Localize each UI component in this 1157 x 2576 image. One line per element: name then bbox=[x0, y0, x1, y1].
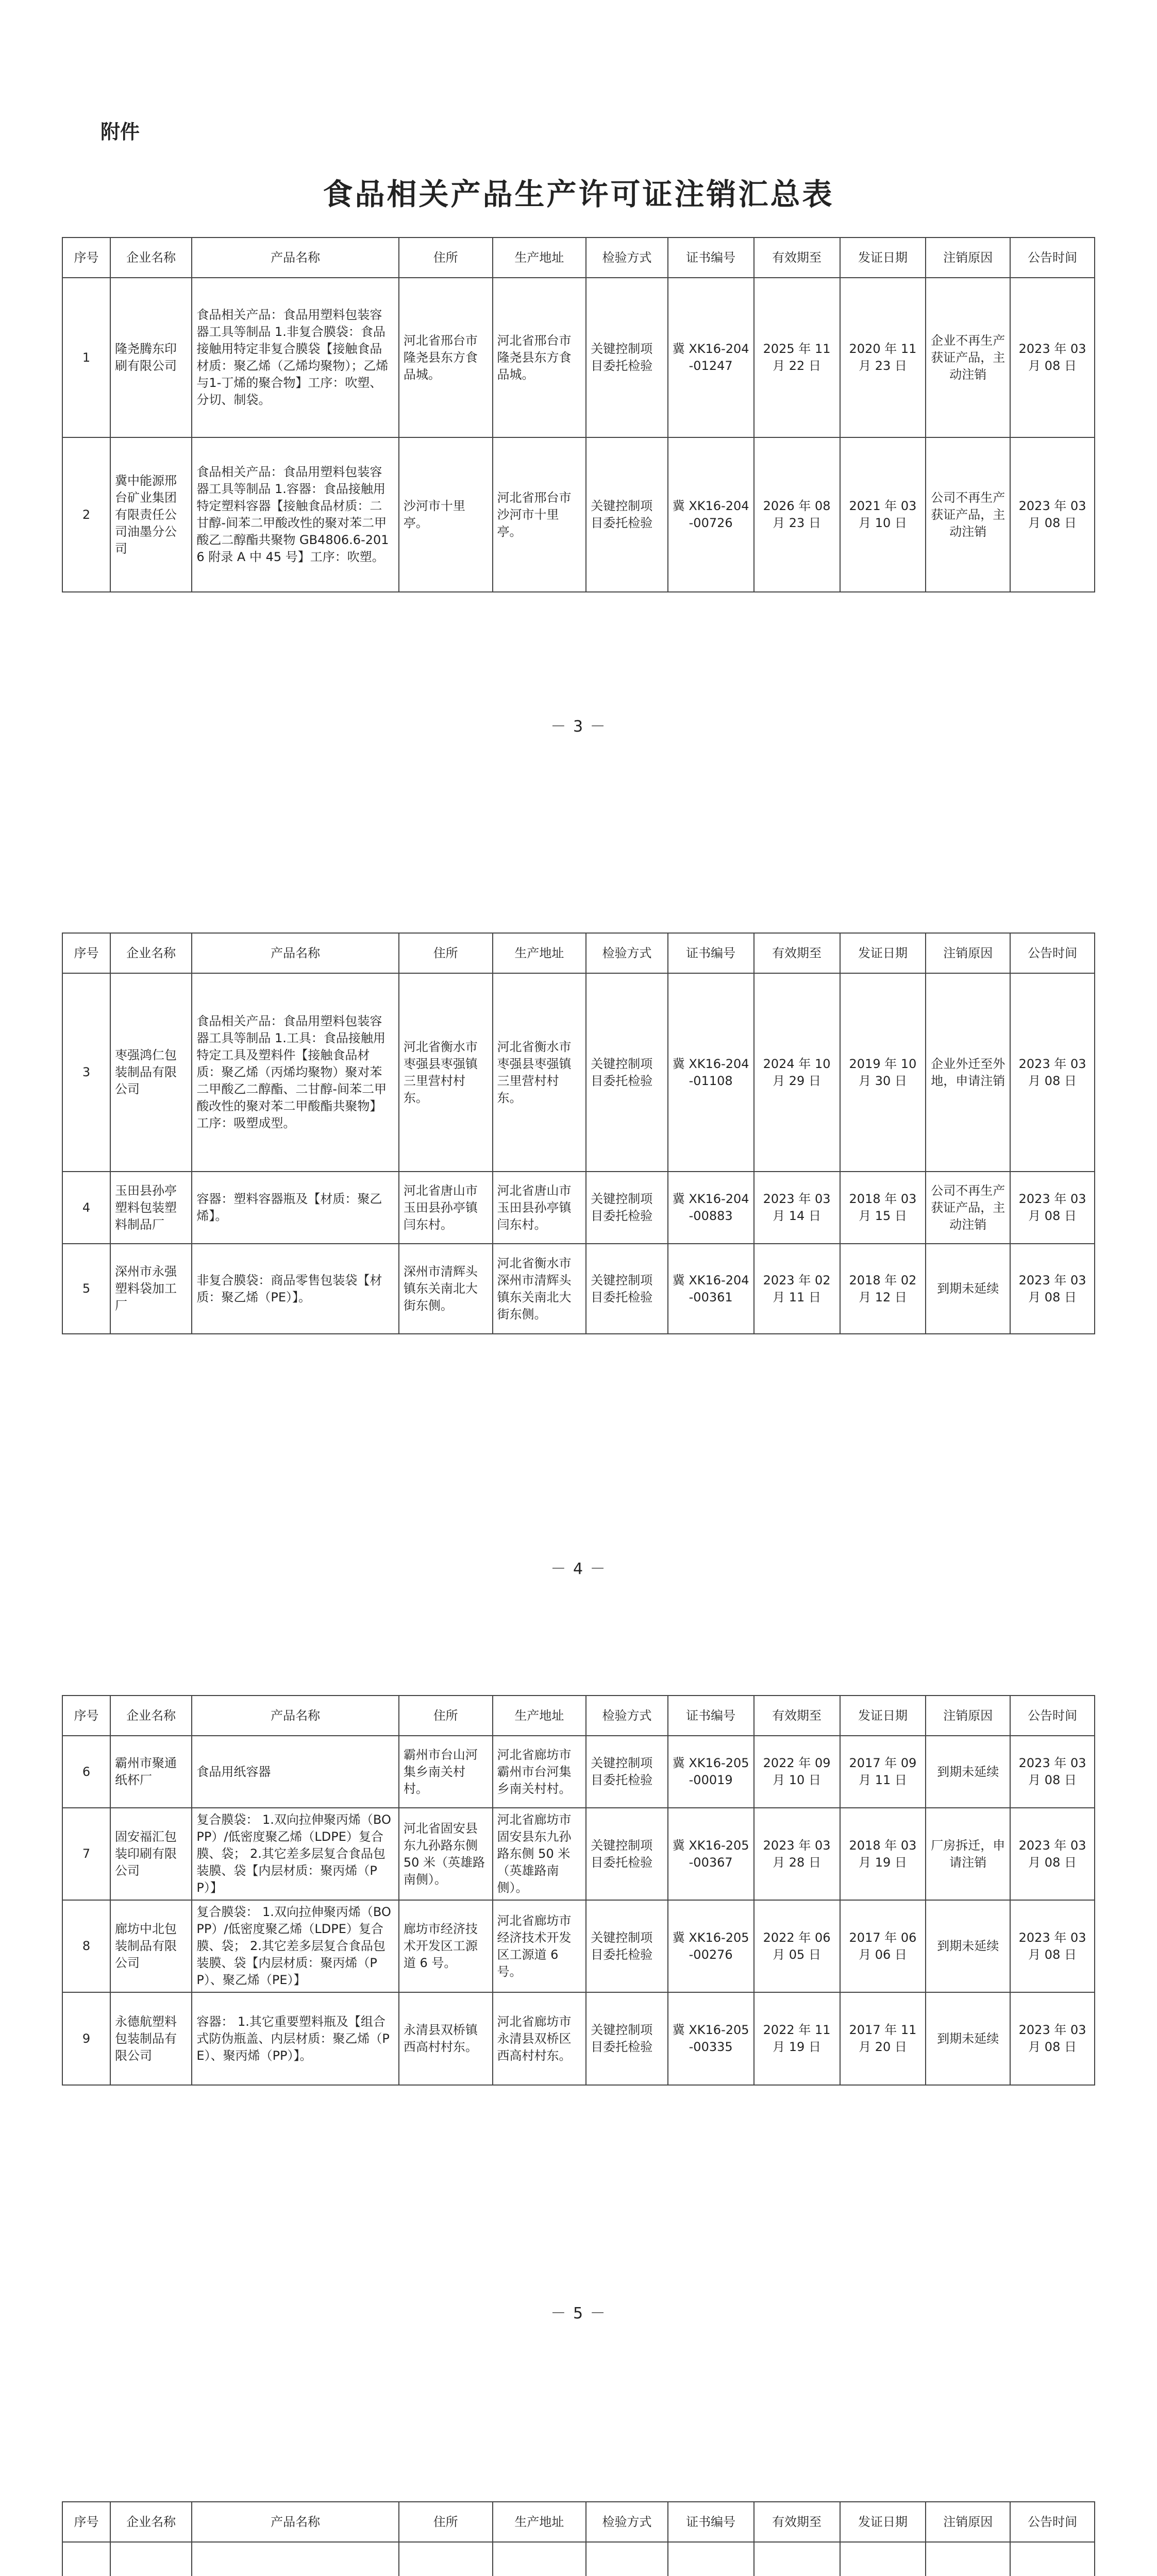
cell-product: 容器：塑料容器瓶及【材质：聚乙烯】。 bbox=[192, 1172, 398, 1244]
page-number: － 3 － bbox=[550, 718, 607, 736]
cell-reason: 企业不再生产获证产品，主动注销 bbox=[926, 278, 1010, 437]
cell-product: 复合膜袋： 1.双向拉伸聚丙烯（BOPP）/低密度聚乙烯（LDPE）复合膜、袋； 2.其它差多层复合食品包装膜、袋【内层材质：聚丙烯（PP）】 bbox=[192, 1808, 398, 1900]
column-header: 序号 bbox=[62, 1696, 110, 1736]
cell-no: 9 bbox=[62, 1992, 110, 2085]
column-header: 住所 bbox=[399, 238, 493, 278]
cell-prod-address: 河北省廊坊市经济技术开发区工源道 6 号。 bbox=[493, 1900, 586, 1992]
cell-inspection: 关键控制项目委托检验 bbox=[586, 1900, 667, 1992]
cell-reason: 企业外迁至外地，申请注销 bbox=[926, 973, 1010, 1172]
cell-issue: 2019 年 10 月 30 日 bbox=[840, 973, 926, 1172]
attachment-label: 附件 bbox=[100, 121, 140, 143]
page-number: － 5 － bbox=[550, 2304, 607, 2323]
column-header: 注销原因 bbox=[926, 2502, 1010, 2542]
cell-date: 2023 年 03 月 08 日 bbox=[1010, 1992, 1095, 2085]
table-row bbox=[62, 437, 1095, 592]
cell-product: 非复合膜袋：商品零售包装袋【材质：聚乙烯（PE）】。 bbox=[192, 1244, 398, 1334]
cell-inspection: 关键控制项目委托检验 bbox=[586, 278, 667, 437]
column-header: 发证日期 bbox=[840, 933, 926, 973]
cell-inspection bbox=[586, 2542, 667, 2576]
cell-reason: 厂房拆迁，申请注销 bbox=[926, 1808, 1010, 1900]
cell-company: 冀中能源邢台矿业集团有限责任公司油墨分公司 bbox=[110, 437, 192, 592]
cell-cert: 冀 XK16-204-00883 bbox=[668, 1172, 754, 1244]
column-header: 注销原因 bbox=[926, 933, 1010, 973]
cell-valid: 2023 年 03 月 28 日 bbox=[754, 1808, 840, 1900]
column-header: 检验方式 bbox=[586, 933, 667, 973]
cell-date: 2023 年 03 月 08 日 bbox=[1010, 973, 1095, 1172]
cell-company: 玉田县孙亭塑料包装塑料制品厂 bbox=[110, 1172, 192, 1244]
cell-reason: 公司不再生产获证产品，主动注销 bbox=[926, 1172, 1010, 1244]
cell-issue: 2018 年 03 月 15 日 bbox=[840, 1172, 926, 1244]
column-header: 检验方式 bbox=[586, 2502, 667, 2542]
cell-no: 3 bbox=[62, 973, 110, 1172]
column-header: 生产地址 bbox=[493, 238, 586, 278]
cell-prod-address: 河北省衡水市枣强县枣强镇三里营村村东。 bbox=[493, 973, 586, 1172]
cell-no: 7 bbox=[62, 1808, 110, 1900]
column-header: 企业名称 bbox=[110, 2502, 192, 2542]
cell-cert: 冀 XK16-205-00276 bbox=[668, 1900, 754, 1992]
table-header-row bbox=[62, 2502, 1095, 2542]
cell-address: 永清县双桥镇西高村村东。 bbox=[399, 1992, 493, 2085]
cell-cert: 冀 XK16-204-00726 bbox=[668, 437, 754, 592]
column-header: 生产地址 bbox=[493, 2502, 586, 2542]
cell-inspection: 关键控制项目委托检验 bbox=[586, 1244, 667, 1334]
document-title: 食品相关产品生产许可证注销汇总表 bbox=[323, 177, 834, 212]
column-header: 有效期至 bbox=[754, 933, 840, 973]
cell-valid: 2024 年 10 月 29 日 bbox=[754, 973, 840, 1172]
cell-reason bbox=[926, 2542, 1010, 2576]
cell-valid: 2022 年 11 月 19 日 bbox=[754, 1992, 840, 2085]
cell-product: 食品用纸容器 bbox=[192, 1736, 398, 1808]
cell-issue: 2021 年 03 月 10 日 bbox=[840, 437, 926, 592]
cell-cert: 冀 XK16-204-01108 bbox=[668, 973, 754, 1172]
cell-reason: 到期未延续 bbox=[926, 1900, 1010, 1992]
cell-product: 容器： 1.其它重要塑料瓶及【组合式防伪瓶盖、内层材质：聚乙烯（PE）、聚丙烯（PP）】。 bbox=[192, 1992, 398, 2085]
cell-inspection: 关键控制项目委托检验 bbox=[586, 1736, 667, 1808]
cell-valid: 2022 年 09 月 10 日 bbox=[754, 1736, 840, 1808]
cell-company: 深州市永强塑料袋加工厂 bbox=[110, 1244, 192, 1334]
table-header-row bbox=[62, 1696, 1095, 1736]
column-header: 公告时间 bbox=[1010, 238, 1095, 278]
cell-valid: 2022 年 06 月 05 日 bbox=[754, 1900, 840, 1992]
cell-inspection: 关键控制项目委托检验 bbox=[586, 437, 667, 592]
column-header: 产品名称 bbox=[192, 933, 398, 973]
cell-date: 2023 年 03 月 08 日 bbox=[1010, 437, 1095, 592]
cell-valid: 2023 年 03 月 14 日 bbox=[754, 1172, 840, 1244]
cell-product: 复合膜袋： 1.双向拉伸聚丙烯（BOPP）/低密度聚乙烯（LDPE）复合膜、袋； 2.其它差多层复合食品包装膜、袋【内层材质：聚丙烯（PP）、聚乙烯（PE）】 bbox=[192, 1900, 398, 1992]
cell-product: 食品相关产品：食品用塑料包装容器工具等制品 1.容器：食品接触用特定塑料容器【接触食品材质：二甘醇-间苯二甲酸改性的聚对苯二甲酸乙二醇酯共聚物 GB4806.6-2016 附录 A 中 45 号】工序：吹塑。 bbox=[192, 437, 398, 592]
column-header: 产品名称 bbox=[192, 238, 398, 278]
cell-issue: 2017 年 06 月 06 日 bbox=[840, 1900, 926, 1992]
cell-address bbox=[399, 2542, 493, 2576]
cell-product: 食品相关产品：食品用塑料包装容器工具等制品 1.非复合膜袋：食品接触用特定非复合膜袋【接触食品材质：聚乙烯（乙烯均聚物）；乙烯与1-丁烯的聚合物】工序：吹塑、分切、制袋。 bbox=[192, 278, 398, 437]
column-header: 产品名称 bbox=[192, 2502, 398, 2542]
cell-prod-address: 河北省邢台市沙河市十里亭。 bbox=[493, 437, 586, 592]
table-row bbox=[62, 1244, 1095, 1334]
cell-inspection: 关键控制项目委托检验 bbox=[586, 1172, 667, 1244]
cell-address: 河北省唐山市玉田县孙亭镇闫东村。 bbox=[399, 1172, 493, 1244]
cell-valid bbox=[754, 2542, 840, 2576]
cell-address: 河北省邢台市隆尧县东方食品城。 bbox=[399, 278, 493, 437]
column-header: 公告时间 bbox=[1010, 933, 1095, 973]
column-header: 序号 bbox=[62, 238, 110, 278]
cell-address: 廊坊市经济技术开发区工源道 6 号。 bbox=[399, 1900, 493, 1992]
column-header: 有效期至 bbox=[754, 1696, 840, 1736]
page-number: － 4 － bbox=[550, 1560, 607, 1578]
cell-reason: 公司不再生产获证产品，主动注销 bbox=[926, 437, 1010, 592]
column-header: 证书编号 bbox=[668, 1696, 754, 1736]
cell-company: 固安福汇包装印刷有限公司 bbox=[110, 1808, 192, 1900]
column-header: 发证日期 bbox=[840, 2502, 926, 2542]
cell-issue: 2018 年 02 月 12 日 bbox=[840, 1244, 926, 1334]
cell-product: 食品相关产品：食品用塑料包装容器工具等制品 1.工具：食品接触用特定工具及塑料件【接触食品材质：聚乙烯（丙烯均聚物）聚对苯二甲酸乙二醇酯、二甘醇-间苯二甲酸改性的聚对苯二甲酸酯共聚物】工序：吸塑成型。 bbox=[192, 973, 398, 1172]
cell-no bbox=[62, 2542, 110, 2576]
column-header: 序号 bbox=[62, 2502, 110, 2542]
cell-product bbox=[192, 2542, 398, 2576]
cell-company: 永德航塑料包装制品有限公司 bbox=[110, 1992, 192, 2085]
table-row bbox=[62, 1172, 1095, 1244]
table-row bbox=[62, 1992, 1095, 2085]
cell-company: 隆尧腾东印刷有限公司 bbox=[110, 278, 192, 437]
column-header: 注销原因 bbox=[926, 1696, 1010, 1736]
cell-address: 河北省固安县东九孙路东侧 50 米（英雄路南侧）。 bbox=[399, 1808, 493, 1900]
cell-address: 沙河市十里亭。 bbox=[399, 437, 493, 592]
cell-company: 廊坊中北包装制品有限公司 bbox=[110, 1900, 192, 1992]
cell-prod-address: 河北省廊坊市固安县东九孙路东侧 50 米（英雄路南侧）。 bbox=[493, 1808, 586, 1900]
table-header-row bbox=[62, 933, 1095, 973]
cell-company bbox=[110, 2542, 192, 2576]
cell-date: 2023 年 03 月 08 日 bbox=[1010, 1244, 1095, 1334]
cell-reason: 到期未延续 bbox=[926, 1992, 1010, 2085]
cell-no: 6 bbox=[62, 1736, 110, 1808]
column-header: 住所 bbox=[399, 1696, 493, 1736]
column-header: 注销原因 bbox=[926, 238, 1010, 278]
table-row bbox=[62, 278, 1095, 437]
table-row bbox=[62, 2542, 1095, 2576]
cell-cert: 冀 XK16-205-00367 bbox=[668, 1808, 754, 1900]
column-header: 证书编号 bbox=[668, 933, 754, 973]
column-header: 检验方式 bbox=[586, 1696, 667, 1736]
column-header: 证书编号 bbox=[668, 2502, 754, 2542]
column-header: 生产地址 bbox=[493, 933, 586, 973]
column-header: 发证日期 bbox=[840, 238, 926, 278]
cell-inspection: 关键控制项目委托检验 bbox=[586, 1992, 667, 2085]
cell-reason: 到期未延续 bbox=[926, 1736, 1010, 1808]
cell-inspection: 关键控制项目委托检验 bbox=[586, 973, 667, 1172]
cell-cert: 冀 XK16-204-00361 bbox=[668, 1244, 754, 1334]
cell-no: 8 bbox=[62, 1900, 110, 1992]
column-header: 序号 bbox=[62, 933, 110, 973]
cell-cert bbox=[668, 2542, 754, 2576]
cell-prod-address: 河北省唐山市玉田县孙亭镇闫东村。 bbox=[493, 1172, 586, 1244]
cell-prod-address: 河北省邢台市隆尧县东方食品城。 bbox=[493, 278, 586, 437]
cell-date: 2023 年 03 月 08 日 bbox=[1010, 278, 1095, 437]
cell-issue: 2017 年 09 月 11 日 bbox=[840, 1736, 926, 1808]
column-header: 有效期至 bbox=[754, 2502, 840, 2542]
cell-prod-address: 河北省廊坊市霸州市台河集乡南关村村。 bbox=[493, 1736, 586, 1808]
cell-reason: 到期未延续 bbox=[926, 1244, 1010, 1334]
cell-cert: 冀 XK16-205-00335 bbox=[668, 1992, 754, 2085]
cell-address: 河北省衡水市枣强县枣强镇三里营村村东。 bbox=[399, 973, 493, 1172]
column-header: 产品名称 bbox=[192, 1696, 398, 1736]
cell-cert: 冀 XK16-205-00019 bbox=[668, 1736, 754, 1808]
table-row bbox=[62, 1736, 1095, 1808]
cell-no: 1 bbox=[62, 278, 110, 437]
permit-table bbox=[62, 2501, 1095, 2576]
permit-table bbox=[62, 1695, 1095, 2086]
cell-issue bbox=[840, 2542, 926, 2576]
cell-issue: 2017 年 11 月 20 日 bbox=[840, 1992, 926, 2085]
cell-valid: 2023 年 02 月 11 日 bbox=[754, 1244, 840, 1334]
column-header: 生产地址 bbox=[493, 1696, 586, 1736]
cell-no: 4 bbox=[62, 1172, 110, 1244]
cell-prod-address: 河北省廊坊市永清县双桥区西高村村东。 bbox=[493, 1992, 586, 2085]
column-header: 住所 bbox=[399, 2502, 493, 2542]
table-header-row bbox=[62, 238, 1095, 278]
permit-table bbox=[62, 237, 1095, 592]
column-header: 发证日期 bbox=[840, 1696, 926, 1736]
column-header: 公告时间 bbox=[1010, 1696, 1095, 1736]
table-row bbox=[62, 1808, 1095, 1900]
cell-inspection: 关键控制项目委托检验 bbox=[586, 1808, 667, 1900]
column-header: 检验方式 bbox=[586, 238, 667, 278]
column-header: 住所 bbox=[399, 933, 493, 973]
cell-date: 2023 年 03 月 08 日 bbox=[1010, 1900, 1095, 1992]
cell-address: 深州市清辉头镇东关南北大街东侧。 bbox=[399, 1244, 493, 1334]
cell-date: 2023 年 03 月 08 日 bbox=[1010, 1172, 1095, 1244]
cell-date: 2023 年 03 月 08 日 bbox=[1010, 1808, 1095, 1900]
cell-prod-address: 河北省衡水市深州市清辉头镇东关南北大街东侧。 bbox=[493, 1244, 586, 1334]
table-row bbox=[62, 973, 1095, 1172]
cell-issue: 2018 年 03 月 19 日 bbox=[840, 1808, 926, 1900]
column-header: 有效期至 bbox=[754, 238, 840, 278]
cell-no: 5 bbox=[62, 1244, 110, 1334]
cell-date bbox=[1010, 2542, 1095, 2576]
cell-company: 枣强鸿仁包装制品有限公司 bbox=[110, 973, 192, 1172]
table-row bbox=[62, 1900, 1095, 1992]
cell-cert: 冀 XK16-204-01247 bbox=[668, 278, 754, 437]
cell-address: 霸州市台山河集乡南关村村。 bbox=[399, 1736, 493, 1808]
cell-company: 霸州市聚通纸杯厂 bbox=[110, 1736, 192, 1808]
column-header: 公告时间 bbox=[1010, 2502, 1095, 2542]
cell-issue: 2020 年 11 月 23 日 bbox=[840, 278, 926, 437]
column-header: 企业名称 bbox=[110, 238, 192, 278]
cell-no: 2 bbox=[62, 437, 110, 592]
column-header: 企业名称 bbox=[110, 1696, 192, 1736]
permit-table bbox=[62, 933, 1095, 1334]
cell-date: 2023 年 03 月 08 日 bbox=[1010, 1736, 1095, 1808]
column-header: 企业名称 bbox=[110, 933, 192, 973]
column-header: 证书编号 bbox=[668, 238, 754, 278]
cell-valid: 2025 年 11 月 22 日 bbox=[754, 278, 840, 437]
cell-prod-address bbox=[493, 2542, 586, 2576]
cell-valid: 2026 年 08 月 23 日 bbox=[754, 437, 840, 592]
